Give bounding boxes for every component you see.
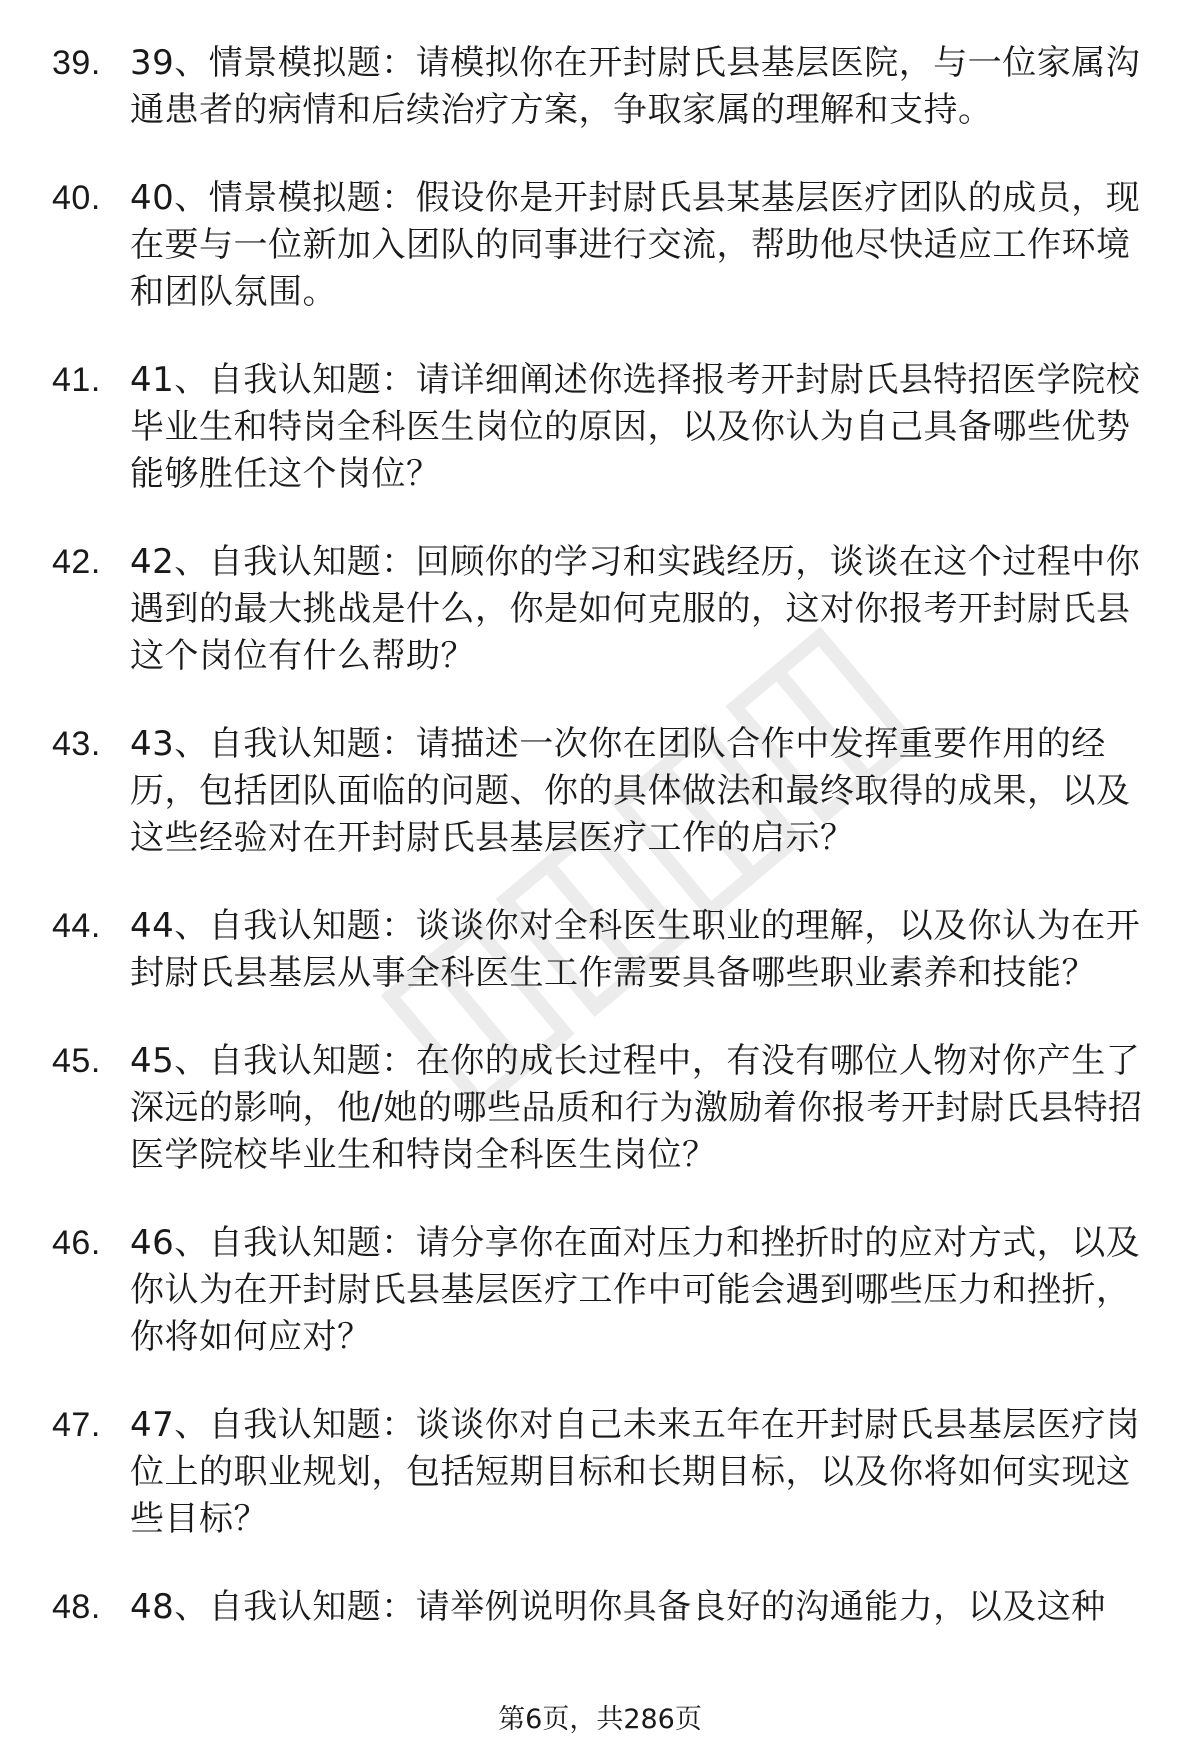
question-item <box>0 175 1200 316</box>
question-number: 42. <box>52 543 101 581</box>
question-text: 42、自我认知题：回顾你的学习和实践经历，谈谈在这个过程中你遇到的最大挑战是什么，你是如何克服的，这对你报考开封尉氏县这个岗位有什么帮助？ <box>130 542 1141 676</box>
question-item <box>0 539 1200 680</box>
question-list <box>0 40 1200 1672</box>
question-number: 47. <box>52 1406 101 1444</box>
question-item <box>0 357 1200 498</box>
question-number: 46. <box>52 1224 101 1262</box>
question-item <box>0 40 1200 134</box>
question-item <box>0 1220 1200 1361</box>
question-text: 43、自我认知题：请描述一次你在团队合作中发挥重要作用的经历，包括团队面临的问题、你的具体做法和最终取得的成果，以及这些经验对在开封尉氏县基层医疗工作的启示？ <box>130 724 1131 858</box>
question-number: 45. <box>52 1042 101 1080</box>
question-item <box>0 1584 1200 1631</box>
question-number: 40. <box>52 179 101 217</box>
question-item <box>0 1038 1200 1179</box>
question-item <box>0 903 1200 997</box>
page-footer: 第6页，共286页 <box>498 1704 702 1735</box>
question-text: 45、自我认知题：在你的成长过程中，有没有哪位人物对你产生了深远的影响，他/她的哪些品质和行为激励着你报考开封尉氏县特招医学院校毕业生和特岗全科医生岗位？ <box>130 1041 1143 1175</box>
question-text: 44、自我认知题：谈谈你对全科医生职业的理解，以及你认为在开封尉氏县基层从事全科医生工作需要具备哪些职业素养和技能？ <box>130 906 1141 993</box>
question-text: 48、自我认知题：请举例说明你具备良好的沟通能力，以及这种 <box>130 1587 1106 1627</box>
question-number: 43. <box>52 725 101 763</box>
question-text: 41、自我认知题：请详细阐述你选择报考开封尉氏县特招医学院校毕业生和特岗全科医生岗位的原因，以及你认为自己具备哪些优势能够胜任这个岗位？ <box>130 360 1141 494</box>
question-text: 47、自我认知题：谈谈你对自己未来五年在开封尉氏县基层医疗岗位上的职业规划，包括短期目标和长期目标，以及你将如何实现这些目标？ <box>130 1405 1141 1539</box>
question-item <box>0 721 1200 862</box>
question-number: 48. <box>52 1588 101 1626</box>
question-text: 46、自我认知题：请分享你在面对压力和挫折时的应对方式，以及你认为在开封尉氏县基层医疗工作中可能会遇到哪些压力和挫折，你将如何应对？ <box>130 1223 1141 1357</box>
question-number: 44. <box>52 907 101 945</box>
question-item <box>0 1402 1200 1543</box>
question-text: 39、情景模拟题：请模拟你在开封尉氏县基层医院，与一位家属沟通患者的病情和后续治疗方案，争取家属的理解和支持。 <box>130 43 1141 130</box>
question-text: 40、情景模拟题：假设你是开封尉氏县某基层医疗团队的成员，现在要与一位新加入团队的同事进行交流，帮助他尽快适应工作环境和团队氛围。 <box>130 178 1141 312</box>
question-number: 41. <box>52 361 101 399</box>
question-number: 39. <box>52 44 101 82</box>
